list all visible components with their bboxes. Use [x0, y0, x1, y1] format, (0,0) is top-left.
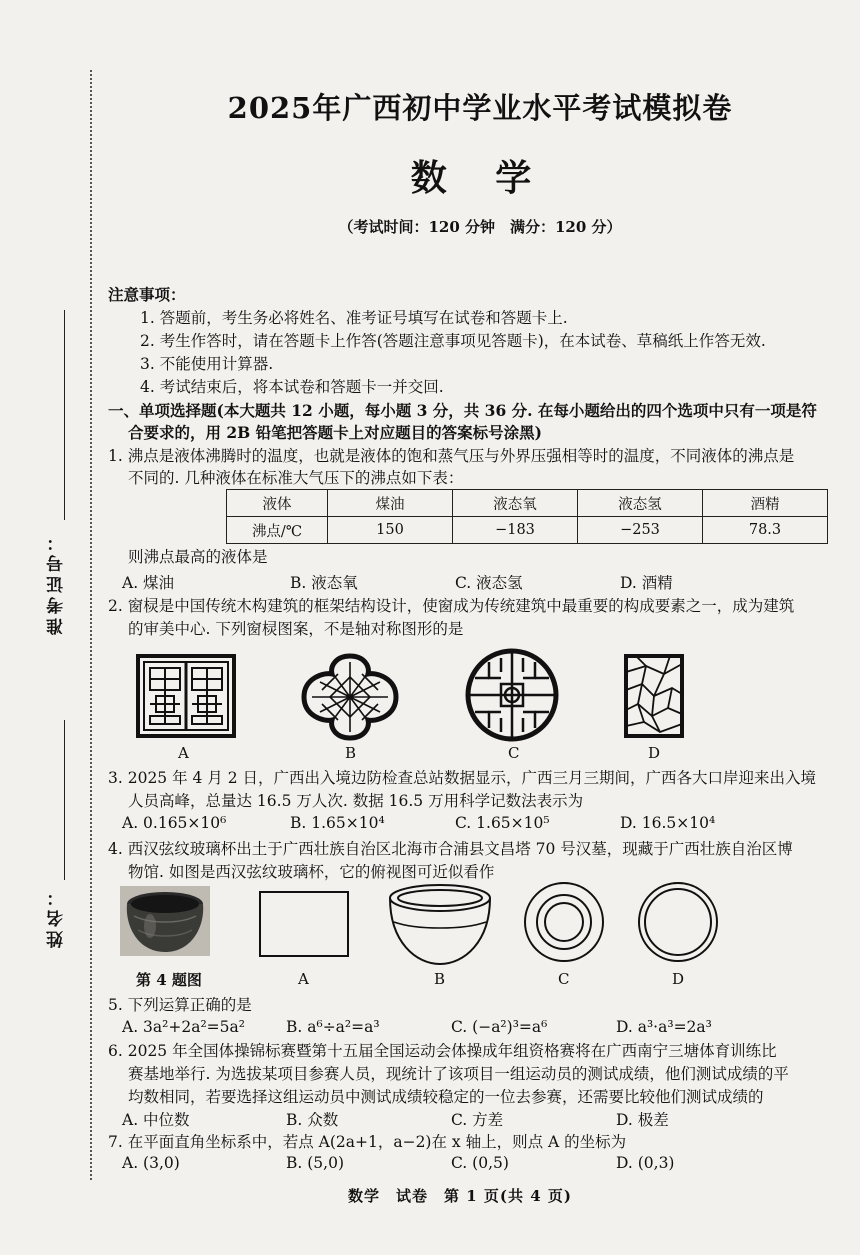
lattice-b-figure: [300, 652, 400, 742]
table-cell: −183: [453, 517, 578, 544]
exam-info: （考试时间：120 分钟 满分：120 分）: [338, 218, 622, 236]
figure-label-c: C: [558, 970, 570, 988]
section-heading: 一、单项选择题(本大题共 12 小题，每小题 3 分，共 36 分. 在每小题给出的四个选项中只有一项是符: [108, 401, 817, 420]
question-4: 4. 西汉弦纹玻璃杯出土于广西壮族自治区北海市合浦县文昌塔 70 号汉墓，现藏于广西壮族自治区博: [108, 840, 793, 858]
table-cell: 150: [328, 517, 453, 544]
option-d: D. 极差: [616, 1111, 669, 1129]
page-footer: 数学 试卷 第 1 页(共 4 页): [348, 1187, 572, 1205]
option-a: A. 煤油: [122, 574, 175, 592]
table-cell: 煤油: [328, 490, 453, 517]
table-cell: 酒精: [703, 490, 828, 517]
option-c: C. 液态氢: [455, 574, 523, 592]
lattice-d-figure: [624, 654, 684, 738]
table-cell: 液体: [227, 490, 328, 517]
note-item: 4. 考试结束后，将本试卷和答题卡一并交回.: [140, 378, 444, 396]
option-c: C. 方差: [451, 1111, 504, 1129]
name-line: [64, 720, 65, 880]
exam-title: 2025年广西初中学业水平考试模拟卷: [227, 91, 733, 125]
option-d: D. a³·a³=2a³: [616, 1018, 712, 1036]
option-b: B. (5,0): [286, 1154, 344, 1172]
question-6: 6. 2025 年全国体操锦标赛暨第十五届全国运动会体操成年组资格赛将在广西南宁三塘体育训练比: [108, 1042, 777, 1060]
figure-label-b: B: [434, 970, 446, 988]
exam-number-line: [64, 310, 65, 520]
note-item: 2. 考生作答时，请在答题卡上作答(答题注意事项见答题卡)，在本试卷、草稿纸上作答无效.: [140, 332, 766, 350]
figure-label-c: C: [508, 744, 520, 762]
name-label: 姓名：: [47, 885, 67, 948]
glass-cup-photo: [120, 886, 210, 956]
view-c-concentric-circles: [522, 880, 606, 964]
option-d: D. (0,3): [616, 1154, 675, 1172]
option-d: D. 酒精: [620, 574, 673, 592]
option-b: B. 众数: [286, 1111, 339, 1129]
notes-heading: 注意事项：: [108, 285, 186, 304]
figure-label-a: A: [178, 744, 189, 762]
option-c: C. (−a²)³=a⁶: [451, 1018, 548, 1036]
question-1-ask: 则沸点最高的液体是: [128, 548, 268, 566]
note-item: 3. 不能使用计算器.: [140, 355, 274, 373]
lattice-c-figure: [465, 648, 559, 742]
option-b: B. 1.65×10⁴: [290, 814, 385, 832]
figure-label-b: B: [345, 744, 357, 762]
question-2-cont: 的审美中心. 下列窗棂图案，不是轴对称图形的是: [128, 620, 464, 638]
question-6-cont: 赛基地举行. 为选拔某项目参赛人员，现统计了该项目一组运动员的测试成绩，他们测试成绩的平: [128, 1065, 789, 1083]
question-1: 1. 沸点是液体沸腾时的温度，也就是液体的饱和蒸气压与外界压强相等时的温度，不同液体的沸点是: [108, 447, 795, 465]
option-a: A. 中位数: [122, 1111, 190, 1129]
boiling-point-table: [226, 489, 828, 544]
view-a-rectangle: [258, 890, 350, 958]
option-c: C. 1.65×10⁵: [455, 814, 550, 832]
question-3: 3. 2025 年 4 月 2 日，广西出入境边防检查总站数据显示，广西三月三期间，广西各大口岸迎来出入境: [108, 769, 817, 787]
option-a: A. 3a²+2a²=5a²: [122, 1018, 245, 1036]
option-a: A. (3,0): [122, 1154, 180, 1172]
option-a: A. 0.165×10⁶: [122, 814, 227, 832]
subject-title: 数 学: [410, 157, 550, 199]
figure-4-caption: 第 4 题图: [136, 971, 202, 989]
question-3-cont: 人员高峰，总量达 16.5 万人次. 数据 16.5 万用科学记数法表示为: [128, 792, 584, 810]
figure-label-d: D: [672, 970, 685, 988]
question-6-cont: 均数相同，若要选择这组运动员中测试成绩较稳定的一位去参赛，还需要比较他们测试成绩的: [128, 1088, 764, 1106]
table-row: [227, 517, 828, 544]
question-1-cont: 不同的. 几种液体在标准大气压下的沸点如下表：: [128, 469, 464, 487]
view-b-cup-outline: [386, 882, 494, 966]
lattice-a-figure: [136, 654, 236, 738]
table-cell: 液态氢: [578, 490, 703, 517]
option-c: C. (0,5): [451, 1154, 509, 1172]
option-b: B. a⁶÷a²=a³: [286, 1018, 380, 1036]
figure-label-d: D: [648, 744, 661, 762]
question-7: 7. 在平面直角坐标系中，若点 A(2a+1，a−2)在 x 轴上，则点 A 的坐标为: [108, 1133, 627, 1151]
question-5: 5. 下列运算正确的是: [108, 996, 252, 1014]
exam-number-label: 准考证号：: [47, 530, 67, 635]
table-cell: −253: [578, 517, 703, 544]
option-b: B. 液态氧: [290, 574, 358, 592]
table-cell: 78.3: [703, 517, 828, 544]
question-4-cont: 物馆. 如图是西汉弦纹玻璃杯，它的俯视图可近似看作: [128, 863, 495, 881]
section-heading-cont: 合要求的，用 2B 铅笔把答题卡上对应题目的答案标号涂黑): [128, 423, 543, 442]
table-cell: 液态氧: [453, 490, 578, 517]
note-item: 1. 答题前，考生务必将姓名、准考证号填写在试卷和答题卡上.: [140, 309, 568, 327]
table-header-row: [227, 490, 828, 517]
table-cell: 沸点/℃: [227, 517, 328, 544]
figure-label-a: A: [298, 970, 309, 988]
option-d: D. 16.5×10⁴: [620, 814, 716, 832]
view-d-double-circle: [636, 880, 720, 964]
question-2: 2. 窗棂是中国传统木构建筑的框架结构设计，使窗成为传统建筑中最重要的构成要素之一，成为建筑: [108, 597, 795, 615]
